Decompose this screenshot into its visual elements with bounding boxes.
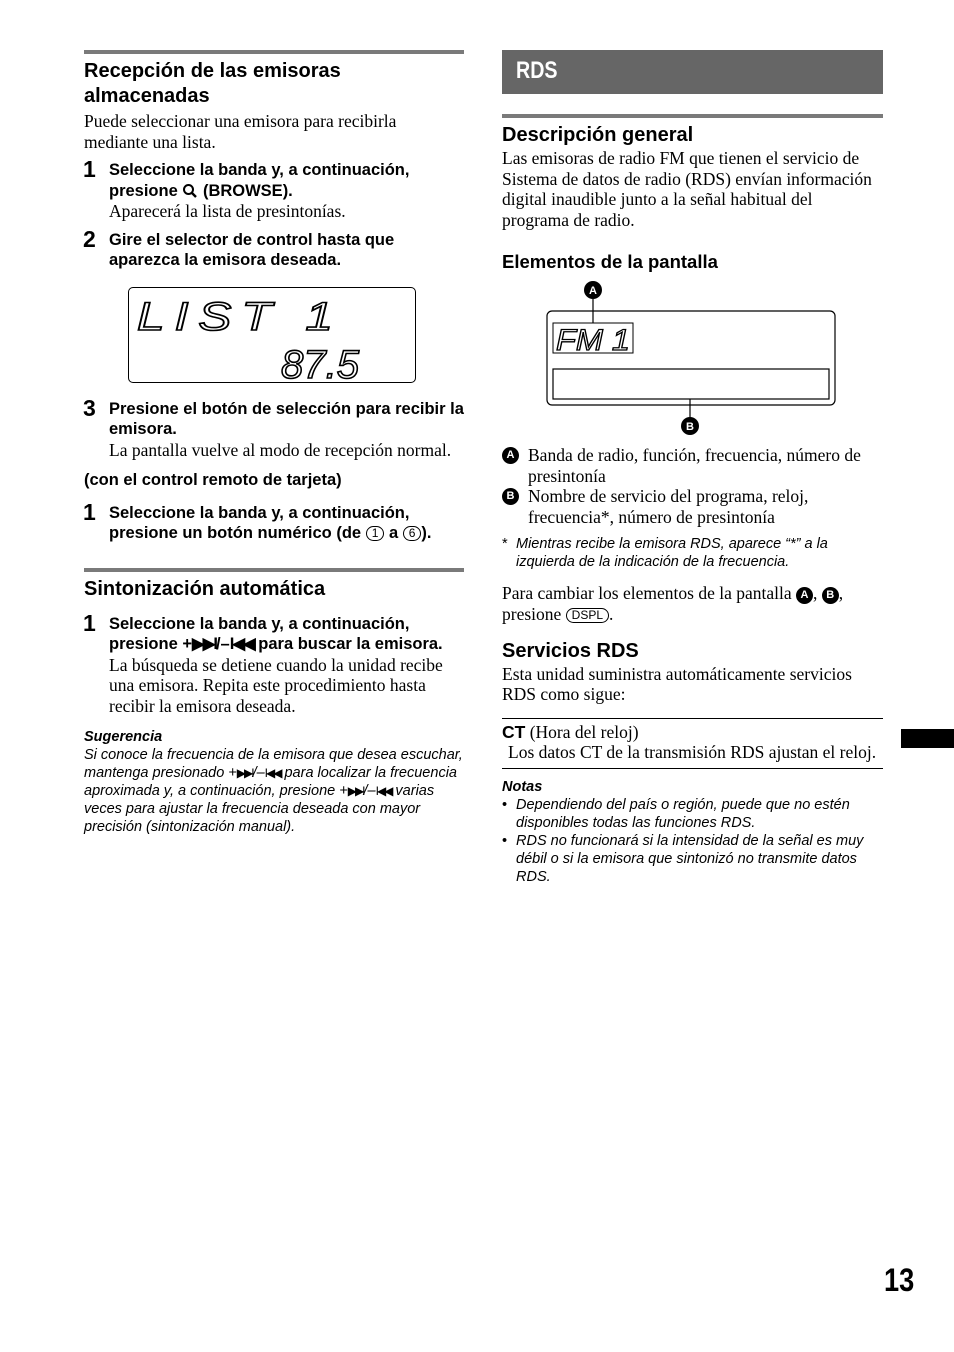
tip-text: Si conoce la frecuencia de la emisora que desea escuchar, mantenga presionado +▶▶I/–I◀◀ para localizar la frecuencia aproximada y, a continuación, presione +▶▶I/–I◀◀ varias veces para ajustar la frecuencia deseada con mayor precisión (sintonización manual). (84, 747, 463, 835)
step-3 (83, 394, 464, 461)
key-1: 1 (366, 526, 385, 541)
notes-title: Notas (502, 778, 543, 795)
magnifier-icon (182, 183, 198, 199)
step-description: La búsqueda se detiene cuando la unidad recibe una emisora. Repita este procedimiento hasta recibir la emisora deseada. (109, 654, 443, 716)
section-title-stored-stations: Recepción de las emisoras almacenadas (84, 60, 341, 107)
display-diagram-svg (502, 279, 883, 435)
section-title-rds-services: Servicios RDS (502, 639, 639, 662)
step-number: 1 (83, 156, 96, 182)
callout-a-badge: A (796, 587, 813, 604)
step-title: Seleccione la banda y, a continuación, presione (BROWSE). (109, 161, 410, 200)
seek-back-icon: I◀◀ (229, 635, 254, 653)
lcd-line-2: 87.5 (281, 342, 360, 382)
rds-display-diagram (502, 279, 883, 435)
note-1: • Dependiendo del país o región, puede que no estén disponibles todas las funciones RDS. (502, 796, 883, 832)
seek-forward-icon: ▶▶I (347, 784, 364, 798)
step-title: Seleccione la banda y, a continuación, presione +▶▶I/–I◀◀ para buscar la emisora. (109, 614, 443, 653)
left-column (84, 50, 464, 836)
section-title-auto-tuning: Sintonización automática (84, 577, 326, 600)
step-number: 2 (83, 225, 96, 252)
lcd-segments (129, 288, 415, 382)
lcd-line-1: LIST 1 (137, 294, 343, 339)
remote-step-1 (83, 498, 464, 544)
section-intro: Puede seleccionar una emisora para recibirla mediante una lista. (84, 111, 397, 152)
step-1 (83, 156, 464, 222)
step-title: Presione el botón de selección para recibir la emisora. (109, 399, 464, 438)
step-number: 1 (83, 498, 96, 525)
seek-back-icon: I◀◀ (375, 784, 392, 798)
change-display-text: Para cambiar los elementos de la pantalla A , B , presione DSPL . (502, 583, 844, 624)
footnote: * Mientras recibe la emisora RDS, aparece “*” a la izquierda de la indicación de la frecuencia. (502, 536, 828, 570)
lcd-lower-box (553, 369, 829, 399)
display-items-title: Elementos de la pantalla (502, 251, 718, 272)
section-title-overview: Descripción general (502, 124, 694, 146)
step-description: Aparecerá la lista de presintonías. (109, 201, 346, 221)
ct-title: CT (Hora del reloj) (502, 721, 639, 742)
callout-a-badge: A (502, 447, 519, 464)
callout-b-badge: B (502, 488, 519, 505)
section-rule (84, 568, 464, 572)
remote-heading: (con el control remoto de tarjeta) (84, 471, 342, 489)
display-item-b: B Nombre de servicio del programa, reloj, frecuencia*, número de presintonía (502, 486, 883, 527)
callout-b-label: B (686, 421, 694, 433)
rds-banner-title: RDS (516, 57, 558, 84)
overview-text: Las emisoras de radio FM que tienen el servicio de Sistema de datos de radio (RDS) envían información digital inaudible junto a la señal habitual del programa de radio. (502, 148, 872, 230)
note-2: • RDS no funcionará si la intensidad de la señal es muy débil o si la emisora que sintonizó no transmite datos RDS. (502, 832, 883, 886)
seek-forward-icon: ▶▶I (192, 635, 216, 653)
dspl-key: DSPL (566, 608, 609, 623)
ct-description: Los datos CT de la transmisión RDS ajustan el reloj. (508, 742, 877, 762)
seek-forward-icon: ▶▶I (236, 766, 253, 780)
services-text: Esta unidad suministra automáticamente servicios RDS como sigue: (502, 663, 852, 704)
seek-back-icon: I◀◀ (264, 766, 281, 780)
lcd-fm-text: FM 1 (556, 324, 630, 357)
lcd-display-list (128, 287, 416, 383)
display-item-a: A Banda de radio, función, frecuencia, número de presintonía (502, 445, 883, 486)
ct-service-box (502, 718, 883, 769)
step-2 (83, 225, 464, 271)
page-number: 13 (884, 1262, 915, 1298)
key-6: 6 (403, 526, 422, 541)
rds-banner (502, 50, 883, 94)
section-rule (84, 50, 464, 54)
callout-a-label: A (589, 285, 597, 297)
tip-block (84, 728, 464, 836)
step-number: 3 (83, 394, 96, 421)
section-rule (502, 114, 883, 118)
right-column (502, 50, 883, 886)
step-number: 1 (83, 609, 96, 636)
section-tab-marker (901, 729, 954, 748)
auto-step-1 (83, 609, 464, 717)
step-title: Seleccione la banda y, a continuación, presione un botón numérico (de 1 a 6 ). (109, 503, 432, 542)
step-title: Gire el selector de control hasta que aparezca la emisora deseada. (109, 230, 395, 269)
callout-b-badge: B (822, 587, 839, 604)
tip-title: Sugerencia (84, 729, 163, 745)
step-description: La pantalla vuelve al modo de recepción normal. (109, 439, 452, 460)
